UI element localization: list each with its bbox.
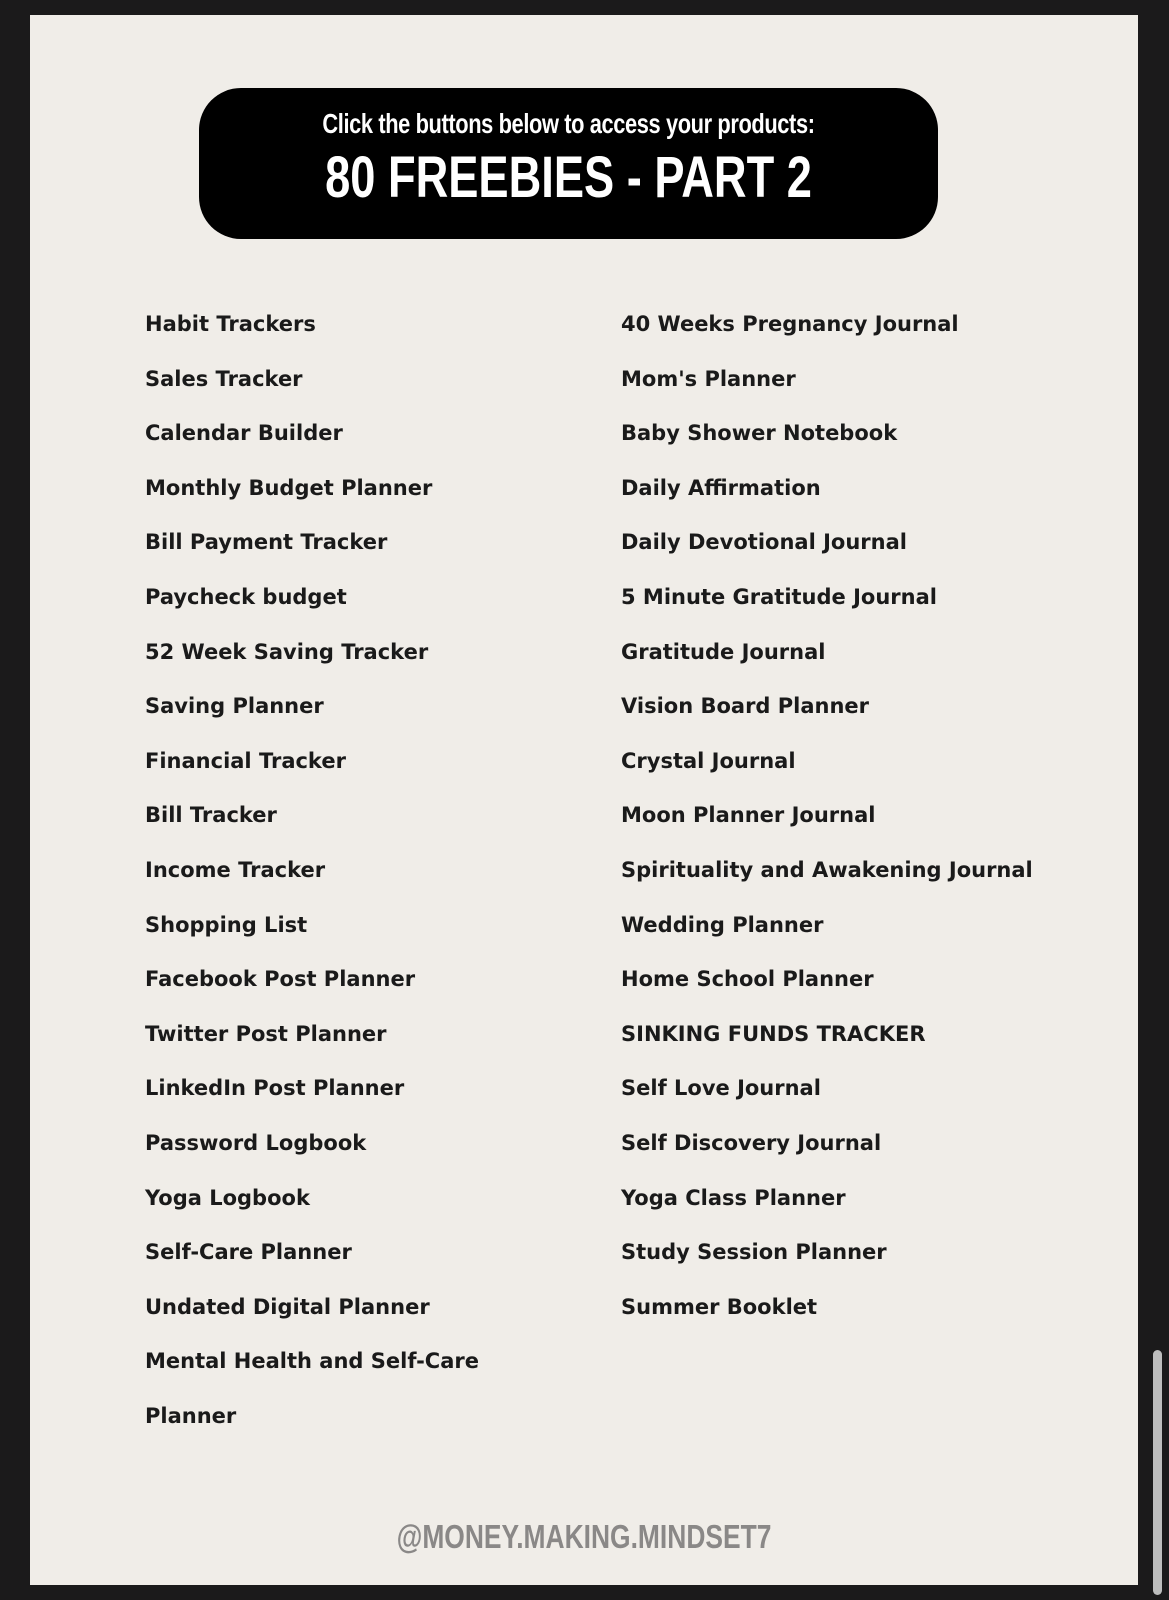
product-link[interactable]: Gratitude Journal <box>621 639 826 664</box>
product-link[interactable]: Mental Health and Self-Care <box>145 1349 479 1374</box>
product-link[interactable]: Monthly Budget Planner <box>145 475 433 500</box>
product-link[interactable]: Paycheck budget <box>145 584 347 609</box>
product-link[interactable]: Mom's Planner <box>621 366 796 391</box>
product-link[interactable]: 52 Week Saving Tracker <box>145 639 429 664</box>
header-banner <box>199 88 938 239</box>
product-link[interactable]: Yoga Logbook <box>145 1185 310 1210</box>
product-link[interactable]: Undated Digital Planner <box>145 1294 430 1319</box>
product-link[interactable]: 40 Weeks Pregnancy Journal <box>621 312 959 336</box>
product-link[interactable]: Bill Tracker <box>145 803 277 828</box>
product-link[interactable]: Moon Planner Journal <box>621 803 876 828</box>
product-link[interactable]: Self Discovery Journal <box>621 1130 882 1155</box>
product-link[interactable]: Bill Payment Tracker <box>145 530 388 555</box>
product-link[interactable]: Yoga Class Planner <box>621 1185 846 1210</box>
banner-title: 80 FREEBIES - PART 2 <box>325 145 812 210</box>
product-link[interactable]: Saving Planner <box>145 694 324 719</box>
product-link[interactable]: Income Tracker <box>145 857 326 882</box>
product-link[interactable]: Baby Shower Notebook <box>621 421 898 446</box>
product-link[interactable]: Planner <box>145 1403 237 1428</box>
footer-handle: @MONEY.MAKING.MINDSET7 <box>396 1518 772 1555</box>
product-link[interactable]: Facebook Post Planner <box>145 967 416 992</box>
product-link[interactable]: Crystal Journal <box>621 748 796 773</box>
product-link[interactable]: Password Logbook <box>145 1130 367 1155</box>
product-link[interactable]: LinkedIn Post Planner <box>145 1076 405 1101</box>
product-link[interactable]: Vision Board Planner <box>621 694 870 719</box>
product-page <box>30 15 1138 1585</box>
product-list-right <box>621 312 1101 1349</box>
product-link[interactable]: Habit Trackers <box>145 312 316 336</box>
product-link[interactable]: SINKING FUNDS TRACKER <box>621 1021 926 1046</box>
product-link[interactable]: Home School Planner <box>621 967 874 992</box>
product-link[interactable]: Spirituality and Awakening Journal <box>621 857 1033 882</box>
product-link[interactable]: Wedding Planner <box>621 912 824 937</box>
product-list-left <box>145 312 585 1458</box>
product-link[interactable]: Study Session Planner <box>621 1240 887 1265</box>
product-link[interactable]: Shopping List <box>145 912 308 937</box>
scrollbar-thumb[interactable] <box>1153 1350 1162 1595</box>
product-link[interactable]: Financial Tracker <box>145 748 346 773</box>
product-link[interactable]: Daily Devotional Journal <box>621 530 907 555</box>
product-link[interactable]: 5 Minute Gratitude Journal <box>621 584 937 609</box>
product-link[interactable]: Twitter Post Planner <box>145 1021 387 1046</box>
banner-subtitle: Click the buttons below to access your products: <box>322 108 815 139</box>
product-link[interactable]: Daily Affirmation <box>621 475 821 500</box>
product-link[interactable]: Self Love Journal <box>621 1076 821 1101</box>
product-link[interactable]: Calendar Builder <box>145 421 343 446</box>
product-link[interactable]: Self-Care Planner <box>145 1240 352 1265</box>
product-link[interactable]: Summer Booklet <box>621 1294 818 1319</box>
product-link[interactable]: Sales Tracker <box>145 366 303 391</box>
